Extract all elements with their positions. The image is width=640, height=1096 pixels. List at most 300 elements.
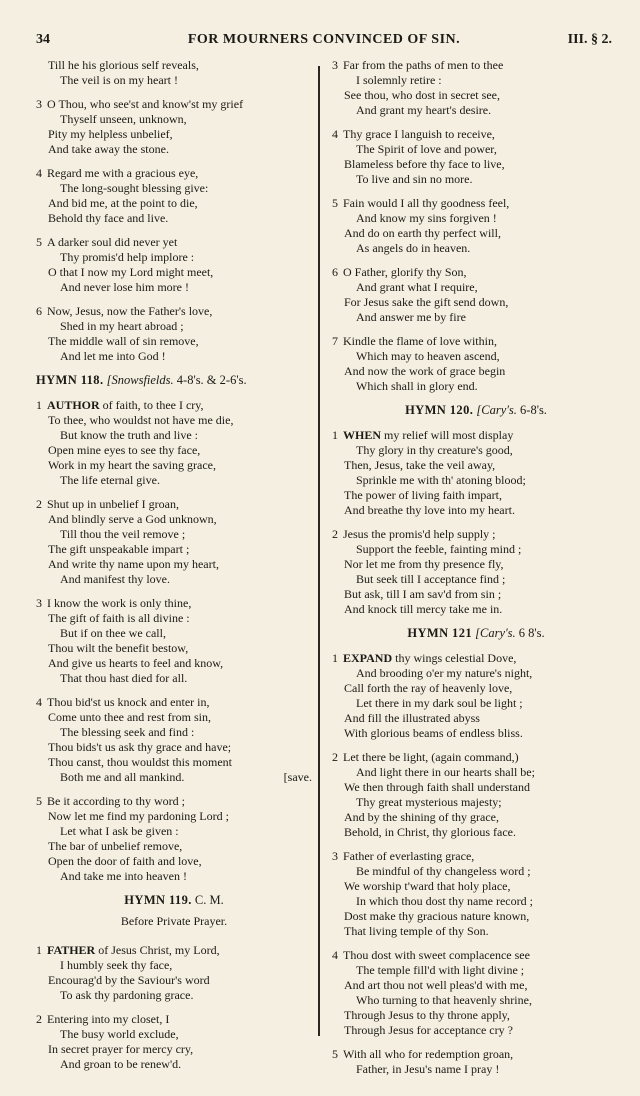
verse-text: O Thou, who see'st and know'st my grief — [47, 97, 244, 111]
verse-line — [36, 458, 312, 473]
hymn-heading — [36, 893, 312, 908]
verse-text: And art thou not well pleas'd with me, — [344, 978, 528, 992]
verse-text: Jesus the promis'd help supply ; — [343, 527, 496, 541]
verse-text: The blessing seek and find : — [60, 725, 195, 739]
verse-text: Dost make thy gracious nature known, — [344, 909, 530, 923]
verse-text: And fill the illustrated abyss — [344, 711, 480, 725]
verse-line — [332, 602, 620, 617]
verse-line — [332, 849, 620, 864]
verse-number: 4 — [332, 127, 338, 141]
verse-line — [36, 527, 312, 542]
verse-number: 2 — [332, 750, 338, 764]
hymn-number: HYMN 119. — [124, 893, 192, 907]
verse-text: The gift of faith is all divine : — [48, 611, 190, 625]
verse — [332, 127, 620, 187]
verse-text: And answer me by fire — [356, 310, 466, 324]
verse-text: Behold, in Christ, thy glorious face. — [344, 825, 516, 839]
verse-line — [36, 73, 312, 88]
verse — [36, 58, 312, 88]
verse-number: 5 — [332, 1047, 338, 1061]
verse-line — [36, 854, 312, 869]
verse-number: 1 — [332, 651, 338, 665]
verse-text: Support the feeble, fainting mind ; — [356, 542, 522, 556]
verse-text: And grant my heart's desire. — [356, 103, 492, 117]
verse-text: Open mine eyes to see thy face, — [48, 443, 201, 457]
verse-line — [332, 879, 620, 894]
verse-line — [332, 364, 620, 379]
verse — [332, 750, 620, 840]
verse-line — [36, 869, 312, 884]
verse-text: But know the truth and live : — [60, 428, 198, 442]
verse-number: 6 — [332, 265, 338, 279]
verse-line — [332, 681, 620, 696]
verse-text: Which may to heaven ascend, — [356, 349, 500, 363]
verse-text: Thy glory in thy creature's good, — [356, 443, 513, 457]
verse-text: And take away the stone. — [48, 142, 169, 156]
hymn-tune: [Snowsfields. — [106, 373, 174, 387]
verse-text: Call forth the ray of heavenly love, — [344, 681, 513, 695]
verse-text: The veil is on my heart ! — [60, 73, 178, 87]
hymn-subtitle: Before Private Prayer. — [120, 914, 228, 928]
verse-text: Till he his glorious self reveals, — [48, 58, 199, 72]
hymn-number: HYMN 121 — [407, 626, 472, 640]
verse-text: To ask thy pardoning grace. — [60, 988, 194, 1002]
verse-line — [36, 710, 312, 725]
verse-text: And now the work of grace begin — [344, 364, 506, 378]
verse-text: The Spirit of love and power, — [356, 142, 497, 156]
verse-line — [332, 58, 620, 73]
verse-text: See thou, who dost in secret see, — [344, 88, 500, 102]
verse-line — [332, 488, 620, 503]
verse-line — [36, 794, 312, 809]
verse-line — [36, 695, 312, 710]
verse-text: Shed in my heart abroad ; — [60, 319, 184, 333]
verse-line — [36, 1012, 312, 1027]
verse-text: Kindle the flame of love within, — [343, 334, 497, 348]
verse-line — [332, 696, 620, 711]
verse-text: The life eternal give. — [60, 473, 160, 487]
verse-text: Then, Jesus, take the veil away, — [344, 458, 496, 472]
verse-text: The temple fill'd with light divine ; — [356, 963, 525, 977]
verse-text: Now, Jesus, now the Father's love, — [47, 304, 213, 318]
verse-text: Blameless before thy face to live, — [344, 157, 505, 171]
verse-line — [36, 473, 312, 488]
verse-number: 5 — [36, 794, 42, 808]
verse-line — [332, 993, 620, 1008]
verse-text: Encourag'd by the Saviour's word — [48, 973, 210, 987]
verse-line — [36, 512, 312, 527]
hymn-number: HYMN 120. — [405, 403, 474, 417]
verse-line — [332, 280, 620, 295]
verse-number: 2 — [332, 527, 338, 541]
left-column — [36, 58, 312, 1081]
verse-initial-word: FATHER — [47, 943, 96, 957]
verse-line — [36, 334, 312, 349]
verse-text: I humbly seek thy face, — [60, 958, 173, 972]
verse-line — [332, 711, 620, 726]
verse — [36, 304, 312, 364]
verse-initial-word: AUTHOR — [47, 398, 100, 412]
verse-text: Let there be light, (again command,) — [343, 750, 519, 764]
verse-text: A darker soul did never yet — [47, 235, 178, 249]
verse-text: I know the work is only thine, — [47, 596, 192, 610]
verse-line — [36, 349, 312, 364]
verse-line — [332, 572, 620, 587]
verse — [36, 794, 312, 884]
verse-line — [332, 978, 620, 993]
verse-line — [36, 755, 312, 770]
section-marker: III. § 2. — [567, 32, 612, 47]
verse-initial-word: WHEN — [343, 428, 382, 442]
verse-carryover: [save. — [283, 770, 312, 784]
verse-line — [332, 458, 620, 473]
verse-line — [332, 310, 620, 325]
verse-number: 1 — [332, 428, 338, 442]
verse-initial-word: EXPAND — [343, 651, 393, 665]
verse-line — [332, 127, 620, 142]
verse-line — [36, 671, 312, 686]
verse-text: Come unto thee and rest from sin, — [48, 710, 211, 724]
verse-line — [36, 943, 312, 958]
hymn-heading — [332, 403, 620, 418]
verse-number: 3 — [36, 97, 42, 111]
verse-line — [36, 656, 312, 671]
verse-text: The gift unspeakable impart ; — [48, 542, 190, 556]
verse-line — [332, 1023, 620, 1038]
verse-line — [36, 97, 312, 112]
verse-text: And know my sins forgiven ! — [356, 211, 497, 225]
verse-text: Who turning to that heavenly shrine, — [356, 993, 532, 1007]
verse-line — [332, 226, 620, 241]
verse-line — [332, 142, 620, 157]
verse-line — [36, 725, 312, 740]
verse-text: And brooding o'er my nature's night, — [356, 666, 533, 680]
page-title: FOR MOURNERS CONVINCED OF SIN. — [187, 32, 461, 47]
verse-text: Thy promis'd help implore : — [60, 250, 195, 264]
verse-text: Thou bids't us ask thy grace and have; — [48, 740, 232, 754]
verse-text: That thou hast died for all. — [60, 671, 188, 685]
verse-text: Nor let me from thy presence fly, — [344, 557, 504, 571]
verse-line — [332, 503, 620, 518]
verse-line — [332, 909, 620, 924]
verse-line — [332, 295, 620, 310]
verse-text: Work in my heart the saving grace, — [48, 458, 216, 472]
verse-text: And do on earth thy perfect will, — [344, 226, 501, 240]
verse-line — [332, 963, 620, 978]
verse-text: And blindly serve a God unknown, — [48, 512, 217, 526]
verse-text: Let there in my dark soul be light ; — [356, 696, 523, 710]
verse-line — [36, 542, 312, 557]
verse-text: And groan to be renew'd. — [60, 1057, 182, 1071]
verse-line — [332, 1008, 620, 1023]
verse-text: In which thou dost thy name record ; — [356, 894, 533, 908]
verse-text: Thou bid'st us knock and enter in, — [47, 695, 210, 709]
verse-line — [36, 973, 312, 988]
verse-number: 5 — [36, 235, 42, 249]
verse-text: And breathe thy love into my heart. — [344, 503, 515, 517]
verse-line — [36, 1042, 312, 1057]
verse-line — [332, 103, 620, 118]
verse-line — [36, 112, 312, 127]
verse-text: Father, in Jesu's name I pray ! — [356, 1062, 500, 1076]
verse-text: For Jesus sake the gift send down, — [344, 295, 509, 309]
verse-line — [332, 211, 620, 226]
verse-line — [332, 894, 620, 909]
verse-line — [36, 127, 312, 142]
verse-text: my relief will most display — [381, 428, 514, 442]
verse-line — [36, 611, 312, 626]
verse-line — [36, 770, 312, 785]
verse-line — [36, 398, 312, 413]
verse-line — [332, 1062, 620, 1077]
verse-line — [332, 864, 620, 879]
verse-line — [332, 948, 620, 963]
verse-line — [332, 172, 620, 187]
verse-line — [332, 780, 620, 795]
verse-line — [36, 443, 312, 458]
verse-line — [36, 626, 312, 641]
verse-text: With all who for redemption groan, — [343, 1047, 514, 1061]
verse-text: The bar of unbelief remove, — [48, 839, 183, 853]
verse-text: In secret prayer for mercy cry, — [48, 1042, 194, 1056]
verse-line — [332, 88, 620, 103]
verse — [36, 695, 312, 785]
verse-line — [332, 196, 620, 211]
verse-number: 1 — [36, 943, 42, 957]
verse-text: And let me into God ! — [60, 349, 166, 363]
verse-text: To thee, who wouldst not have me die, — [48, 413, 234, 427]
verse-line — [332, 795, 620, 810]
verse-line — [332, 349, 620, 364]
verse-line — [36, 958, 312, 973]
verse — [332, 948, 620, 1038]
verse-line — [332, 557, 620, 572]
verse-text: Far from the paths of men to thee — [343, 58, 504, 72]
verse-line — [332, 750, 620, 765]
verse-line — [36, 497, 312, 512]
verse — [332, 1047, 620, 1077]
verse-number: 3 — [332, 58, 338, 72]
verse-line — [36, 988, 312, 1003]
verse-text: I solemnly retire : — [356, 73, 442, 87]
verse-line — [332, 810, 620, 825]
verse-line — [332, 157, 620, 172]
verse-line — [36, 265, 312, 280]
verse-number: 7 — [332, 334, 338, 348]
verse-text: Behold thy face and live. — [48, 211, 169, 225]
verse-line — [36, 196, 312, 211]
verse-text: Both me and all mankind. — [60, 770, 185, 784]
verse — [332, 849, 620, 939]
verse-text: O that I now my Lord might meet, — [48, 265, 214, 279]
verse-text: Thou wilt the benefit bestow, — [48, 641, 189, 655]
verse-line — [36, 557, 312, 572]
verse-text: The middle wall of sin remove, — [48, 334, 199, 348]
verse-line — [36, 142, 312, 157]
verse-line — [36, 809, 312, 824]
verse-line — [332, 527, 620, 542]
verse-line — [332, 73, 620, 88]
verse-text: We then through faith shall understand — [344, 780, 530, 794]
verse-line — [332, 265, 620, 280]
verse-text: Thyself unseen, unknown, — [60, 112, 187, 126]
verse-text: And light there in our hearts shall be; — [356, 765, 535, 779]
verse-text: Thy great mysterious majesty; — [356, 795, 502, 809]
verse-text: And bid me, at the point to die, — [48, 196, 198, 210]
hymn-metre: 6 8's. — [518, 626, 545, 640]
verse-line — [36, 740, 312, 755]
hymn-number: HYMN 118. — [36, 373, 104, 387]
verse-text: Now let me find my pardoning Lord ; — [48, 809, 229, 823]
verse — [36, 235, 312, 295]
verse — [332, 334, 620, 394]
verse-number: 4 — [36, 695, 42, 709]
verse-line — [36, 58, 312, 73]
verse-number: 5 — [332, 196, 338, 210]
verse-line — [36, 304, 312, 319]
verse-text: The busy world exclude, — [60, 1027, 179, 1041]
verse-text: Pity my helpless unbelief, — [48, 127, 173, 141]
verse-text: O Father, glorify thy Son, — [343, 265, 467, 279]
hymn-tune: [Cary's. — [476, 403, 517, 417]
verse-line — [332, 428, 620, 443]
running-header — [36, 30, 612, 52]
verse-text: Through Jesus to thy throne apply, — [344, 1008, 510, 1022]
verse-text: Thou dost with sweet complacence see — [343, 948, 530, 962]
verse-text: We worship t'ward that holy place, — [344, 879, 511, 893]
verse — [36, 1012, 312, 1072]
verse-number: 4 — [36, 166, 42, 180]
verse-line — [36, 1057, 312, 1072]
verse-text: thy wings celestial Dove, — [392, 651, 517, 665]
verse-text: Till thou the veil remove ; — [60, 527, 186, 541]
verse-text: And give us hearts to feel and know, — [48, 656, 224, 670]
verse — [332, 428, 620, 518]
verse-line — [332, 473, 620, 488]
verse-text: Be it according to thy word ; — [47, 794, 185, 808]
verse-line — [332, 1047, 620, 1062]
verse — [36, 596, 312, 686]
verse-line — [36, 319, 312, 334]
verse-line — [332, 726, 620, 741]
verse — [36, 97, 312, 157]
hymn-heading — [332, 626, 620, 641]
verse-number: 3 — [36, 596, 42, 610]
verse-text: And write thy name upon my heart, — [48, 557, 219, 571]
verse-line — [36, 211, 312, 226]
verse — [36, 166, 312, 226]
verse-line — [332, 587, 620, 602]
verse-text: To live and sin no more. — [356, 172, 473, 186]
verse-text: And manifest thy love. — [60, 572, 170, 586]
verse-line — [36, 641, 312, 656]
verse-text: Thou canst, thou wouldst this moment — [48, 755, 232, 769]
verse-number: 1 — [36, 398, 42, 412]
hymn-metre: 4-8's. & 2-6's. — [176, 373, 247, 387]
verse-line — [332, 379, 620, 394]
verse-text: of Jesus Christ, my Lord, — [95, 943, 220, 957]
verse-text: Father of everlasting grace, — [343, 849, 475, 863]
verse-line — [36, 235, 312, 250]
verse-number: 2 — [36, 1012, 42, 1026]
verse-line — [36, 596, 312, 611]
verse-number: 6 — [36, 304, 42, 318]
verse-text: Fain would I all thy goodness feel, — [343, 196, 510, 210]
verse-line — [36, 181, 312, 196]
verse-line — [332, 825, 620, 840]
verse-text: The power of living faith impart, — [344, 488, 502, 502]
verse-line — [36, 839, 312, 854]
hymn-metre: 6-8's. — [520, 403, 547, 417]
verse-line — [332, 334, 620, 349]
verse-text: Let what I ask be given : — [60, 824, 179, 838]
verse-text: With glorious beams of endless bliss. — [344, 726, 523, 740]
hymn-heading — [36, 373, 312, 388]
verse — [36, 497, 312, 587]
verse-text: That living temple of thy Son. — [344, 924, 489, 938]
verse-text: Which shall in glory end. — [356, 379, 478, 393]
verse — [36, 398, 312, 488]
verse-line — [332, 443, 620, 458]
verse — [332, 196, 620, 256]
verse-text: Thy grace I languish to receive, — [343, 127, 495, 141]
verse-line — [332, 542, 620, 557]
page-number: 34 — [36, 32, 50, 47]
verse-line — [36, 166, 312, 181]
verse-text: And never lose him more ! — [60, 280, 189, 294]
verse-number: 2 — [36, 497, 42, 511]
verse — [332, 58, 620, 118]
hymn-tune: [Cary's. — [475, 626, 516, 640]
verse-line — [36, 824, 312, 839]
verse-line — [332, 924, 620, 939]
verse-line — [332, 651, 620, 666]
verse-text: And knock till mercy take me in. — [344, 602, 503, 616]
verse — [332, 527, 620, 617]
verse-text: And grant what I require, — [356, 280, 478, 294]
verse-text: But if on thee we call, — [60, 626, 166, 640]
verse-line — [332, 241, 620, 256]
verse-text: The long-sought blessing give: — [60, 181, 209, 195]
verse-text: Regard me with a gracious eye, — [47, 166, 199, 180]
verse-text: Sprinkle me with th' atoning blood; — [356, 473, 526, 487]
verse-line — [332, 765, 620, 780]
verse — [36, 943, 312, 1003]
verse-number: 3 — [332, 849, 338, 863]
verse — [332, 651, 620, 741]
verse-text: Entering into my closet, I — [47, 1012, 170, 1026]
right-column — [332, 58, 620, 1086]
verse-line — [36, 428, 312, 443]
verse-text: Open the door of faith and love, — [48, 854, 202, 868]
column-divider — [318, 66, 320, 1036]
hymn-metre: C. M. — [194, 893, 224, 907]
verse-line — [36, 250, 312, 265]
verse-text: As angels do in heaven. — [356, 241, 471, 255]
verse-text: of faith, to thee I cry, — [99, 398, 204, 412]
verse-text: But ask, till I am sav'd from sin ; — [344, 587, 502, 601]
verse-line — [36, 572, 312, 587]
verse-line — [332, 666, 620, 681]
verse-line — [36, 280, 312, 295]
verse-line — [36, 1027, 312, 1042]
verse-text: And take me into heaven ! — [60, 869, 187, 883]
verse-line — [36, 413, 312, 428]
verse-text: And by the shining of thy grace, — [344, 810, 499, 824]
verse-text: Shut up in unbelief I groan, — [47, 497, 179, 511]
verse-text: But seek till I acceptance find ; — [356, 572, 506, 586]
verse — [332, 265, 620, 325]
